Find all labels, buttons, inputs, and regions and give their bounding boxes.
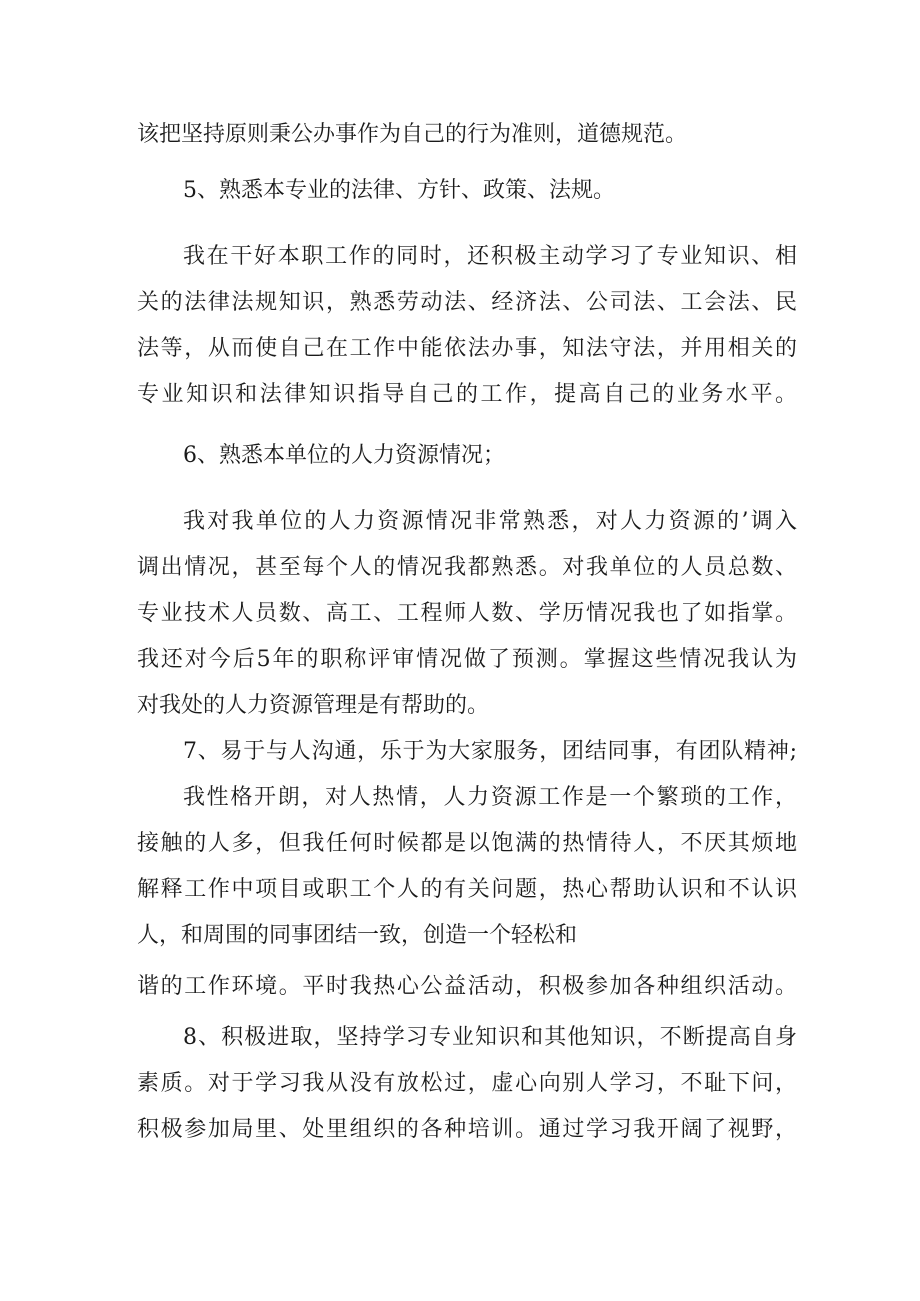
text-line: 我性格开朗，对人热情，人力资源工作是一个繁琐的工作， [183,785,797,810]
section-heading: 5、熟悉本专业的法律、方针、政策、法规。 [183,178,615,203]
text-line: 专业技术人员数、高工、工程师人数、学历情况我也了如指掌。 [137,601,797,626]
section-heading: 7、易于与人沟通，乐于为大家服务，团结同事，有团队精神; [183,739,797,764]
text-line: 解释工作中项目或职工个人的有关问题，热心帮助认识和不认识 [137,877,797,902]
text-line: 积极参加局里、处里组织的各种培训。通过学习我开阔了视野， [137,1117,797,1142]
section-heading: 8、积极进取，坚持学习专业知识和其他知识，不断提高自身 [183,1025,797,1050]
text-line: 该把坚持原则秉公办事作为自己的行为准则，道德规范。 [137,122,688,147]
text-line: 对我处的人力资源管理是有帮助的。 [137,693,490,718]
text-line: 调出情况，甚至每个人的情况我都熟悉。对我单位的人员总数、 [137,555,797,580]
text-line: 素质。对于学习我从没有放松过，虚心向别人学习，不耻下问， [137,1071,797,1096]
section-heading: 6、熟悉本单位的人力资源情况； [183,443,505,468]
text-line: 接触的人多，但我任何时候都是以饱满的热情待人，不厌其烦地 [137,831,797,856]
text-line: 人，和周围的同事团结一致，创造一个轻松和 [137,923,578,948]
text-line: 关的法律法规知识，熟悉劳动法、经济法、公司法、工会法、民 [137,290,797,315]
text-line: 我在干好本职工作的同时，还积极主动学习了专业知识、相 [183,244,797,269]
text-line: 我对我单位的人力资源情况非常熟悉，对人力资源的’调入 [183,509,797,534]
text-line: 专业知识和法律知识指导自己的工作，提高自己的业务水平。 [137,382,797,407]
text-line: 法等，从而使自己在工作中能依法办事，知法守法，并用相关的 [137,336,797,361]
text-line: 我还对今后5年的职称评审情况做了预测。掌握这些情况我认为 [137,647,797,672]
text-line: 谐的工作环境。平时我热心公益活动，积极参加各种组织活动。 [137,974,797,999]
